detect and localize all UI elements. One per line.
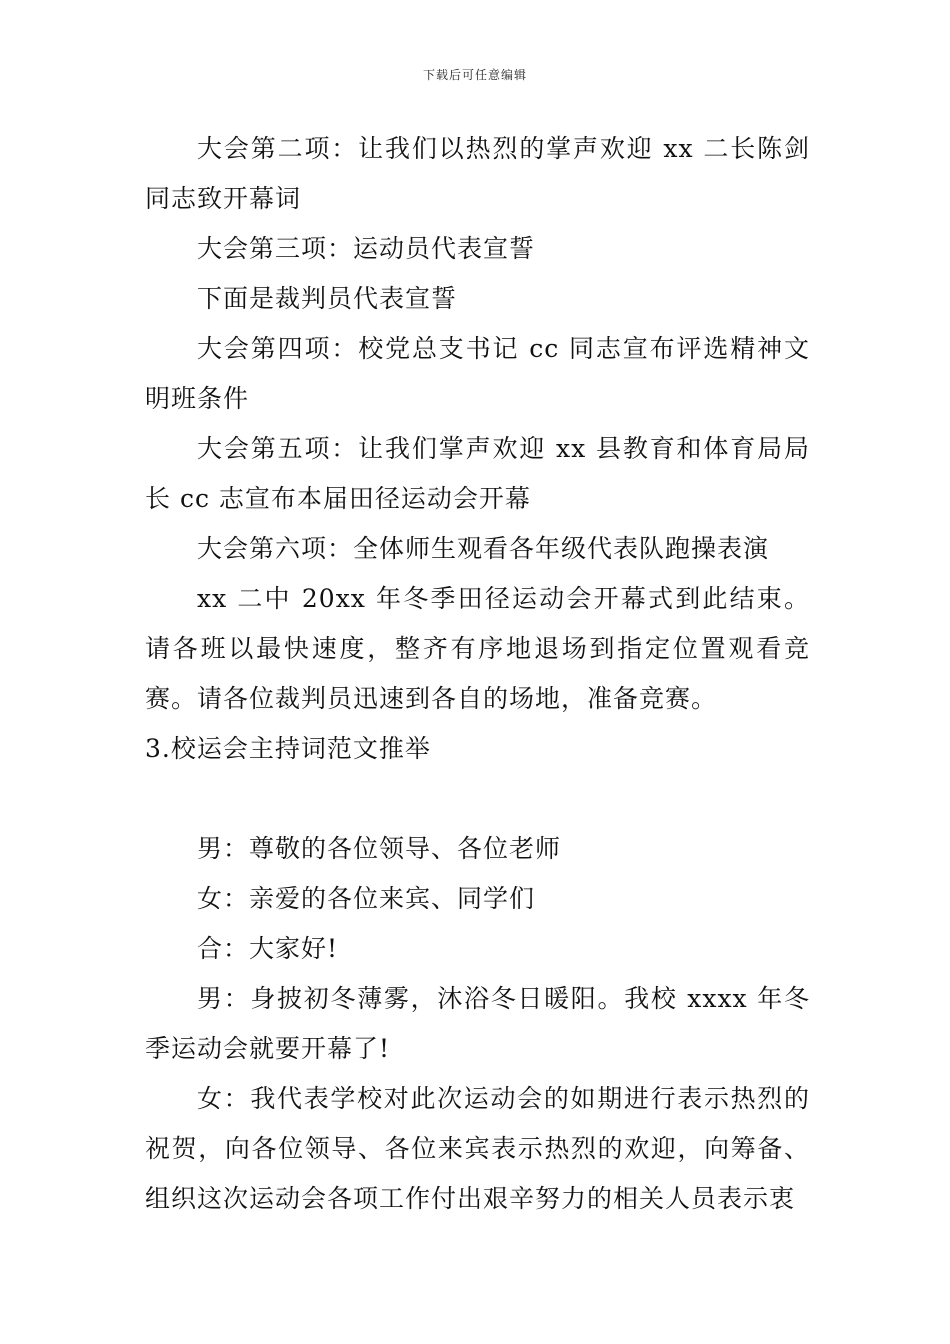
paragraph-item-2: 大会第二项：让我们以热烈的掌声欢迎 xx 二长陈剑同志致开幕词 [145,134,810,213]
section-heading: 3.校运会主持词范文推举 [145,734,431,763]
blank-line [145,774,810,824]
dialogue-together: 合：大家好! [197,934,339,963]
dialogue-female-1: 女：亲爱的各位来宾、同学们 [197,884,536,913]
paragraph-closing: xx 二中 20xx 年冬季田径运动会开幕式到此结束。请各班以最快速度，整齐有序地退场到指定位置观看竞赛。请各位裁判员迅速到各自的场地，准备竞赛。 [145,584,810,713]
paragraph-item-5: 大会第五项：让我们掌声欢迎 xx 县教育和体育局局长 cc 志宣布本届田径运动会开幕 [145,434,810,513]
page-header-note: 下载后可任意编辑 [422,68,527,82]
paragraph-item-3: 大会第三项：运动员代表宣誓 [197,234,536,263]
dialogue-male-2: 男：身披初冬薄雾，沐浴冬日暖阳。我校 xxxx 年冬季运动会就要开幕了! [145,984,810,1063]
paragraph-referee-oath: 下面是裁判员代表宣誓 [197,284,458,313]
dialogue-male-1: 男：尊敬的各位领导、各位老师 [197,834,562,863]
document-body [145,124,810,1224]
paragraph-item-6: 大会第六项：全体师生观看各年级代表队跑操表演 [197,534,770,563]
paragraph-item-4: 大会第四项：校党总支书记 cc 同志宣布评选精神文明班条件 [145,334,810,413]
dialogue-female-2: 女：我代表学校对此次运动会的如期进行表示热烈的祝贺，向各位领导、各位来宾表示热烈的欢迎，向筹备、组织这次运动会各项工作付出艰辛努力的相关人员表示衷 [145,1084,810,1213]
